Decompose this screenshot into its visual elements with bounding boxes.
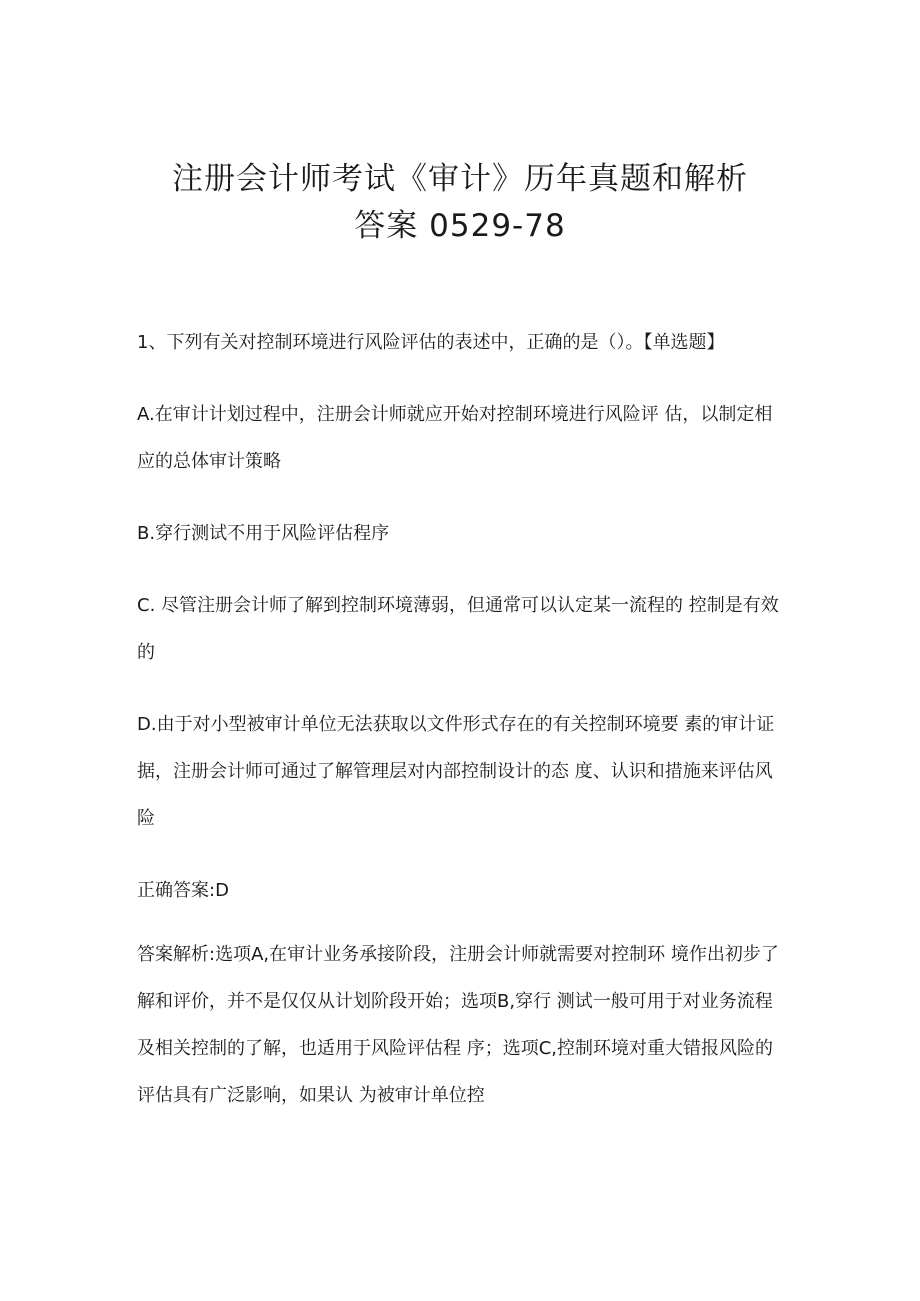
- question-stem: 1、下列有关对控制环境进行风险评估的表述中，正确的是（）。【单选题】: [137, 332, 725, 353]
- answer-analysis: 答案解析:选项A,在审计业务承接阶段，注册会计师就需要对控制环 境作出初步了解和评价，并不是仅仅从计划阶段开始；选项B,穿行 测试一般可用于对业务流程及相关控制的了解，也适用于风险评估程 序；选项C,控制环境对重大错报风险的评估具有广泛影响，如果认 为被审计单位控: [137, 944, 779, 1106]
- option-c: C. 尽管注册会计师了解到控制环境薄弱，但通常可以认定某一流程的 控制是有效的: [137, 595, 779, 663]
- question-block: [137, 319, 782, 1144]
- correct-answer: 正确答案:D: [137, 880, 229, 901]
- option-b: B.穿行测试不用于风险评估程序: [137, 523, 390, 544]
- title-line-2: 答案 0529-78: [354, 208, 566, 244]
- option-a: A.在审计计划过程中，注册会计师就应开始对控制环境进行风险评 估，以制定相应的总体审计策略: [137, 404, 773, 472]
- page-title: [100, 156, 820, 250]
- option-d: D.由于对小型被审计单位无法获取以文件形式存在的有关控制环境要 素的审计证据，注册会计师可通过了解管理层对内部控制设计的态 度、认识和措施来评估风险: [137, 714, 775, 829]
- title-line-1: 注册会计师考试《审计》历年真题和解析: [172, 161, 748, 197]
